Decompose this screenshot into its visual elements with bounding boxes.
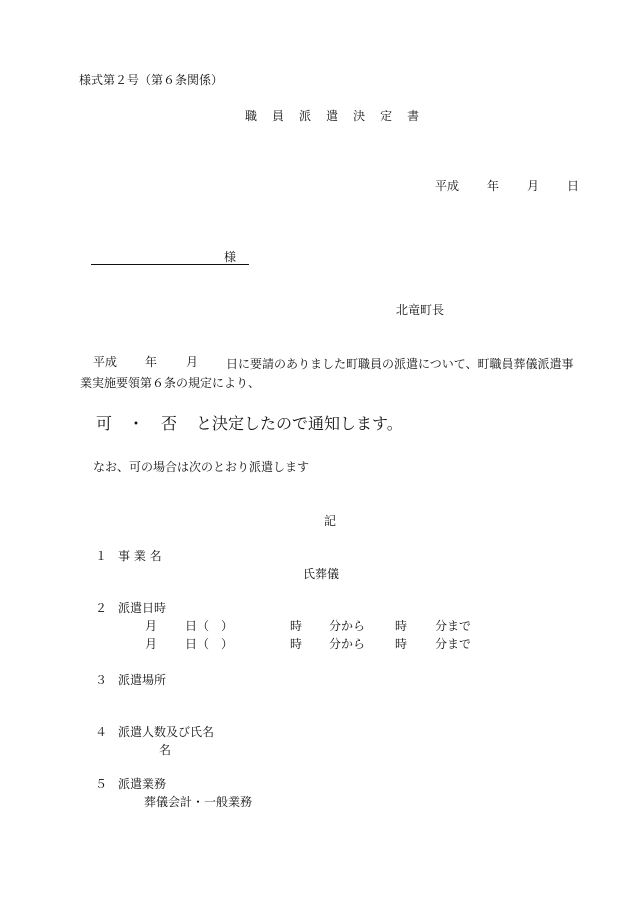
date-month: 月 [527,179,540,193]
item-number: １ [95,549,108,563]
addressee-honorific: 様 [224,250,237,264]
item-number: ２ [95,601,108,615]
paragraph-era: 平成 [93,355,118,369]
paragraph-year: 年 [145,355,158,369]
date-year: 年 [487,179,500,193]
item-number: ３ [95,673,108,687]
item-number: ５ [95,777,108,791]
item-label-dispatch-place: 派遣場所 [118,673,167,687]
paragraph-month: 月 [186,355,199,369]
decision-text: と決定したので通知します。 [196,414,403,433]
date-era: 平成 [435,179,460,193]
item-value-staff-count: 名 [159,743,172,757]
item-value-event-name: 氏葬儀 [303,567,340,581]
row1-hour: 時 [290,619,303,633]
title-char: 員 [272,109,285,123]
decision-dot: ・ [128,414,145,433]
date-day: 日 [567,179,580,193]
document-title [245,109,434,123]
title-char: 遣 [326,109,339,123]
title-char: 書 [407,109,420,123]
addressee-underline [91,264,249,265]
row2-hour: 時 [290,637,303,651]
title-char: 決 [353,109,366,123]
row1-day: 日（ ） [185,619,234,633]
paragraph-text: 日に要請のありました町職員の派遣について、町職員葬儀派遣事業実施要領第６条の規定により、 [80,357,574,390]
row2-from: 分から [329,637,366,651]
row2-hour-end: 時 [395,637,408,651]
title-char: 職 [245,109,258,123]
row2-to: 分まで [435,637,472,651]
row2-day: 日（ ） [185,637,234,651]
item-label-event-name: 事 業 名 [118,549,162,563]
decision-ka: 可 [96,414,113,433]
title-char: 派 [299,109,312,123]
item-number: ４ [95,725,108,739]
item-value-dispatch-duties: 葬儀会計・一般業務 [144,795,253,809]
note: なお、可の場合は次のとおり派遣します [93,460,310,474]
ki-heading: 記 [324,514,337,528]
row1-hour-end: 時 [395,619,408,633]
row2-month: 月 [145,637,158,651]
row1-from: 分から [329,619,366,633]
decision-hi: 否 [161,414,178,433]
item-label-dispatch-duties: 派遣業務 [118,777,167,791]
item-label-staff-count-names: 派遣人数及び氏名 [118,725,215,739]
item-label-dispatch-datetime: 派遣日時 [118,601,167,615]
form-number: 様式第２号（第６条関係） [79,73,224,87]
row1-to: 分まで [435,619,472,633]
title-char: 定 [380,109,393,123]
row1-month: 月 [145,619,158,633]
issuer: 北竜町長 [396,303,445,317]
